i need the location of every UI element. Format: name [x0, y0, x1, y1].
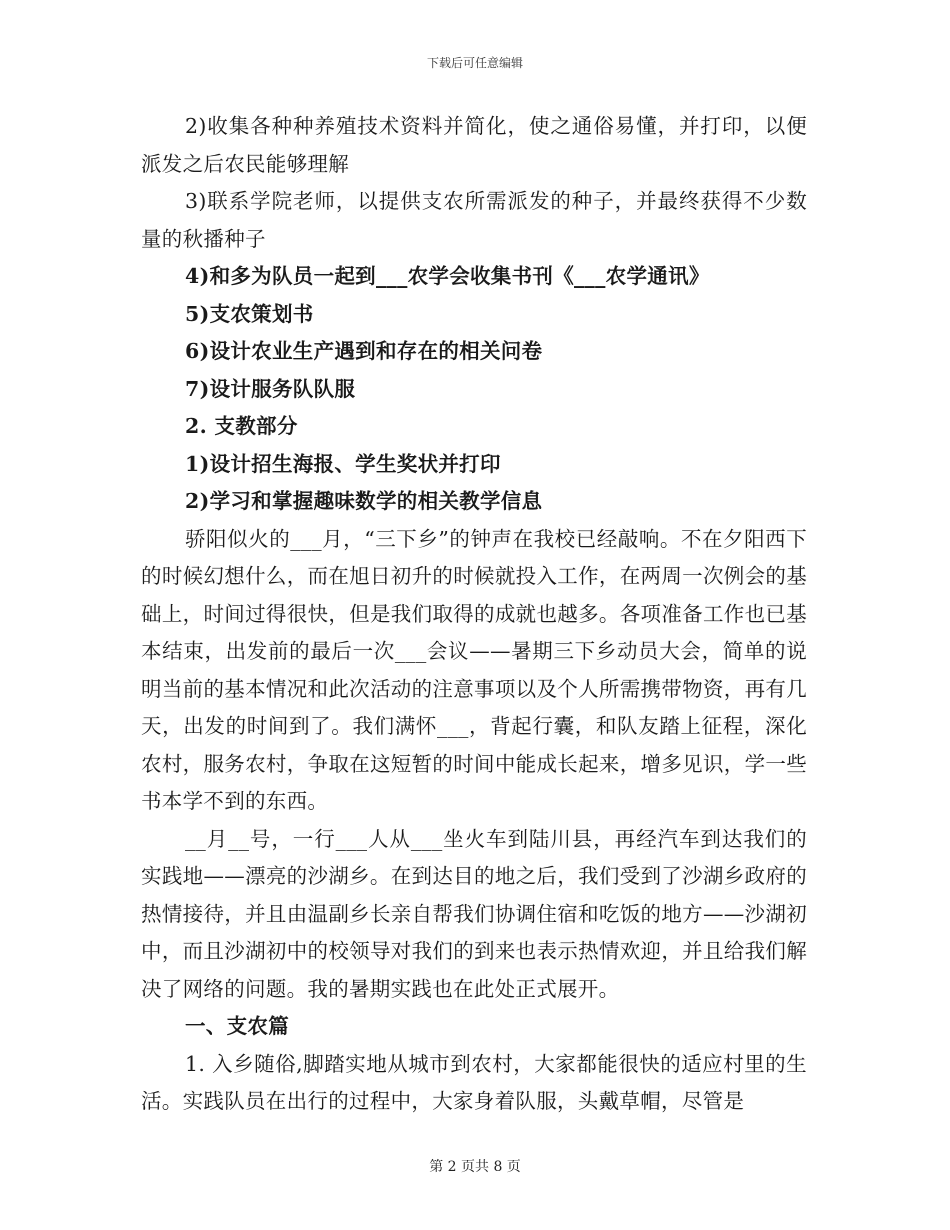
paragraph-body-3: 1. 入乡随俗,脚踏实地从城市到农村，大家都能很快的适应村里的生活。实践队员在出行的过程中，大家身着队服，头戴草帽，尽管是	[141, 1051, 807, 1113]
page-footer: 第 2 页共 8 页	[429, 1159, 521, 1175]
paragraph-item-6: 6)设计农业生产遇到和存在的相关问卷	[185, 339, 543, 363]
paragraph-item-5: 5)支农策划书	[185, 301, 314, 326]
document-body	[141, 108, 807, 1121]
section-heading-teaching: 2. 支教部分	[185, 414, 298, 438]
paragraph-item-2: 2)收集各种种养殖技术资料并简化，使之通俗易懂，并打印，以便派发之后农民能够理解	[141, 114, 807, 176]
paragraph-body-2: __月__号，一行___人从___坐火车到陆川县，再经汽车到达我们的实践地——漂亮的沙湖乡。在到达目的地之后，我们受到了沙湖乡政府的热情接待，并且由温副乡长亲自帮我们协调住宿和吃饭的地方——沙湖初中，而且沙湖初中的校领导对我们的到来也表示热情欢迎，并且给我们解决了网络的问题。我的暑期实践也在此处正式展开。	[141, 826, 807, 1001]
paragraph-body-1: 骄阳似火的___月，“三下乡”的钟声在我校已经敲响。不在夕阳西下的时候幻想什么，而在旭日初升的时候就投入工作，在两周一次例会的基础上，时间过得很快，但是我们取得的成就也越多。各项准备工作也已基本结束，出发前的最后一次___会议——暑期三下乡动员大会，简单的说明当前的基本情况和此次活动的注意事项以及个人所需携带物资，再有几天，出发的时间到了。我们满怀___，背起行囊，和队友踏上征程，深化农村，服务农村，争取在这短暂的时间中能成长起来，增多见识，学一些书本学不到的东西。	[141, 526, 807, 813]
page-header: 下载后可任意编辑	[426, 56, 523, 70]
paragraph-item-4: 4)和多为队员一起到___农学会收集书刊《___农学通讯》	[185, 264, 710, 288]
paragraph-item-3: 3)联系学院老师，以提供支农所需派发的种子，并最终获得不少数量的秋播种子	[141, 189, 807, 251]
paragraph-item-7: 7)设计服务队队服	[185, 376, 356, 401]
section-heading-agriculture: 一、支农篇	[185, 1014, 289, 1038]
paragraph-teaching-1: 1)设计招生海报、学生奖状并打印	[185, 451, 501, 476]
paragraph-teaching-2: 2)学习和掌握趣味数学的相关教学信息	[185, 489, 543, 513]
